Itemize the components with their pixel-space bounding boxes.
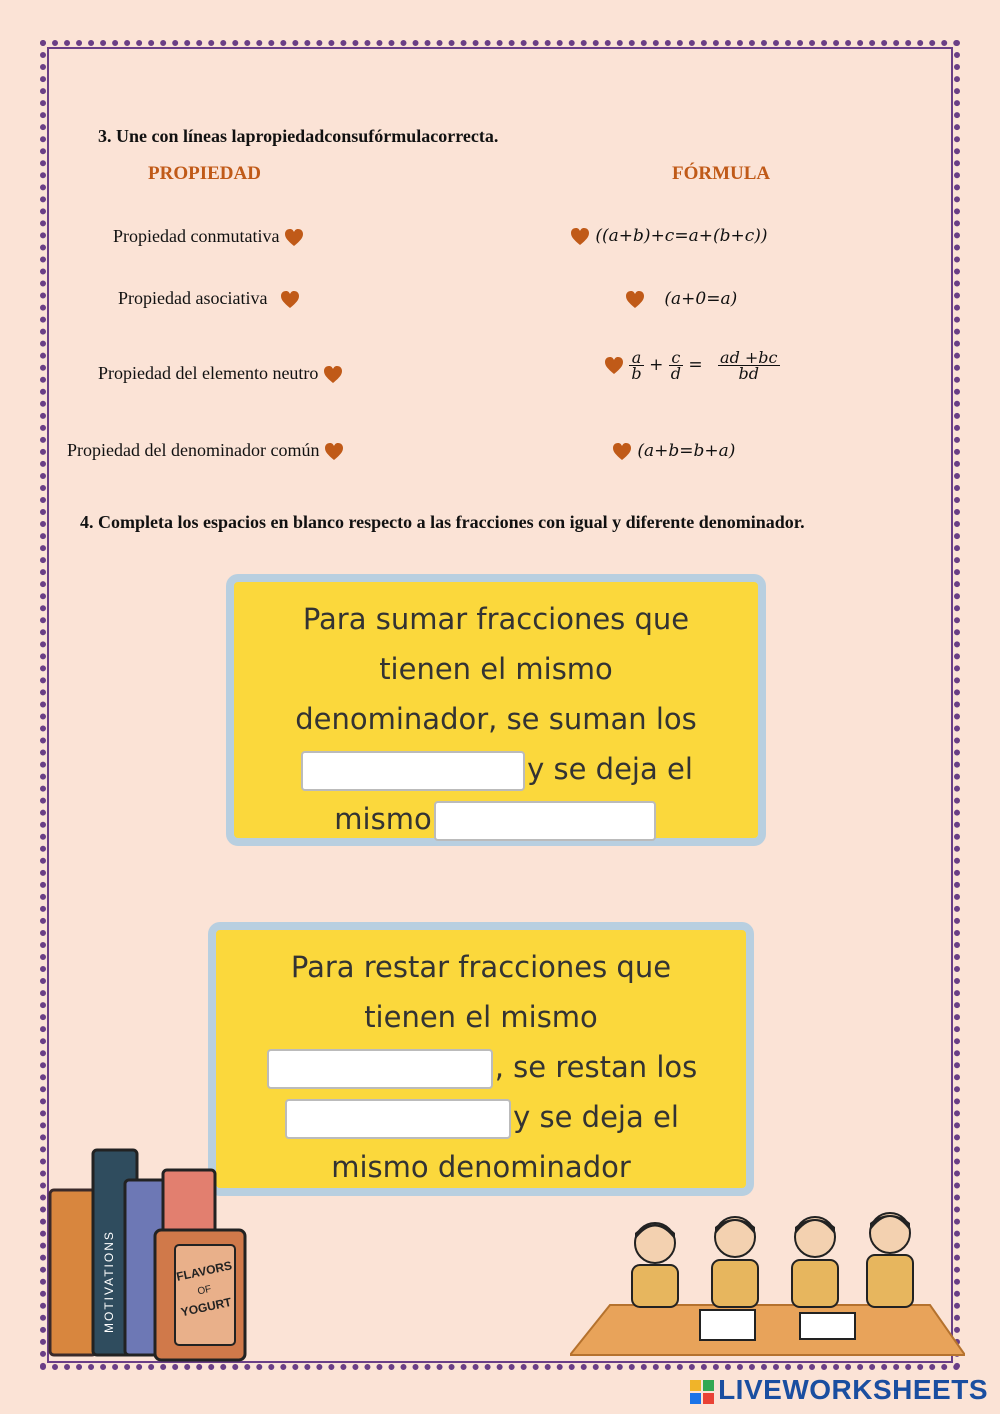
fill-in-card-subtract	[208, 922, 754, 1196]
heart-connector-icon[interactable]	[324, 442, 344, 462]
book-cover-text: OF	[196, 1283, 213, 1298]
card-line: tienen el mismo	[364, 1000, 598, 1034]
property-label: Propiedad del denominador común	[67, 440, 320, 460]
card-line	[234, 794, 758, 844]
card-line: mismo denominador	[331, 1150, 631, 1184]
formula-neutral: (a+0=a)	[664, 289, 738, 309]
property-label: Propiedad asociativa	[118, 288, 268, 308]
denominator: bd	[738, 364, 760, 383]
book-spine-text: MOTIVATIONS	[102, 1230, 116, 1333]
property-item	[98, 363, 343, 385]
card-line: denominador, se suman los	[295, 702, 697, 736]
formula-item	[625, 289, 737, 310]
numerator: c	[669, 350, 683, 366]
heart-connector-icon[interactable]	[323, 365, 343, 385]
fill-in-card-sum	[226, 574, 766, 846]
formula-item	[570, 226, 768, 247]
numerator: ad +bc	[720, 348, 778, 367]
books-illustration	[45, 1135, 255, 1370]
exercise-4-title: 4. Completa los espacios en blanco respecto a las fracciones con igual y diferente denominador.	[80, 512, 805, 532]
heart-connector-icon[interactable]	[570, 227, 590, 247]
card-line	[216, 1092, 746, 1142]
book-cover-text: FLAVORS	[175, 1258, 234, 1284]
card-line	[234, 744, 758, 794]
formula-associative: ((a+b)+c=a+(b+c))	[595, 226, 768, 246]
property-label: Propiedad conmutativa	[113, 226, 280, 246]
fraction-a-b	[629, 350, 643, 381]
card-line: Para sumar fracciones que	[302, 602, 690, 636]
equals-sign: =	[688, 355, 703, 375]
card-text: , se restan los	[494, 1050, 698, 1084]
numerator: a	[629, 350, 643, 366]
fraction-result	[718, 350, 779, 381]
formula-item	[612, 441, 735, 462]
answer-input-denominator[interactable]	[267, 1049, 493, 1089]
heart-connector-icon[interactable]	[280, 290, 300, 310]
card-line: tienen el mismo	[379, 652, 613, 686]
answer-input-numerators[interactable]	[301, 751, 525, 791]
formula-item	[604, 350, 780, 381]
answer-input-numerators[interactable]	[285, 1099, 511, 1139]
exercise-3-title: 3. Une con líneas lapropiedadconsufórmulacorrecta.	[98, 126, 499, 146]
students-illustration	[570, 1195, 965, 1370]
property-item	[67, 440, 344, 462]
fraction-c-d	[669, 350, 683, 381]
card-text: mismo	[334, 802, 432, 836]
column-header-property: PROPIEDAD	[148, 163, 261, 184]
heart-connector-icon[interactable]	[604, 356, 624, 376]
card-text: y se deja el	[513, 1100, 679, 1134]
property-item	[118, 288, 300, 310]
denominator: d	[670, 364, 681, 383]
liveworksheets-logo	[689, 1374, 988, 1406]
property-label: Propiedad del elemento neutro	[98, 363, 319, 383]
property-item	[113, 226, 304, 248]
heart-connector-icon[interactable]	[625, 290, 645, 310]
logo-text: LIVEWORKSHEETS	[718, 1374, 988, 1405]
book-cover-text: YOGURT	[179, 1294, 233, 1320]
heart-connector-icon[interactable]	[612, 442, 632, 462]
heart-connector-icon[interactable]	[284, 228, 304, 248]
card-line	[216, 1042, 746, 1092]
card-text: y se deja el	[527, 752, 693, 786]
formula-commutative: (a+b=b+a)	[637, 441, 736, 461]
answer-input-denominator[interactable]	[434, 801, 656, 841]
denominator: b	[631, 364, 642, 383]
column-header-formula: FÓRMULA	[672, 163, 771, 184]
plus-sign: +	[649, 355, 664, 375]
liveworksheets-logo-icon	[689, 1379, 715, 1405]
card-line: Para restar fracciones que	[290, 950, 672, 984]
